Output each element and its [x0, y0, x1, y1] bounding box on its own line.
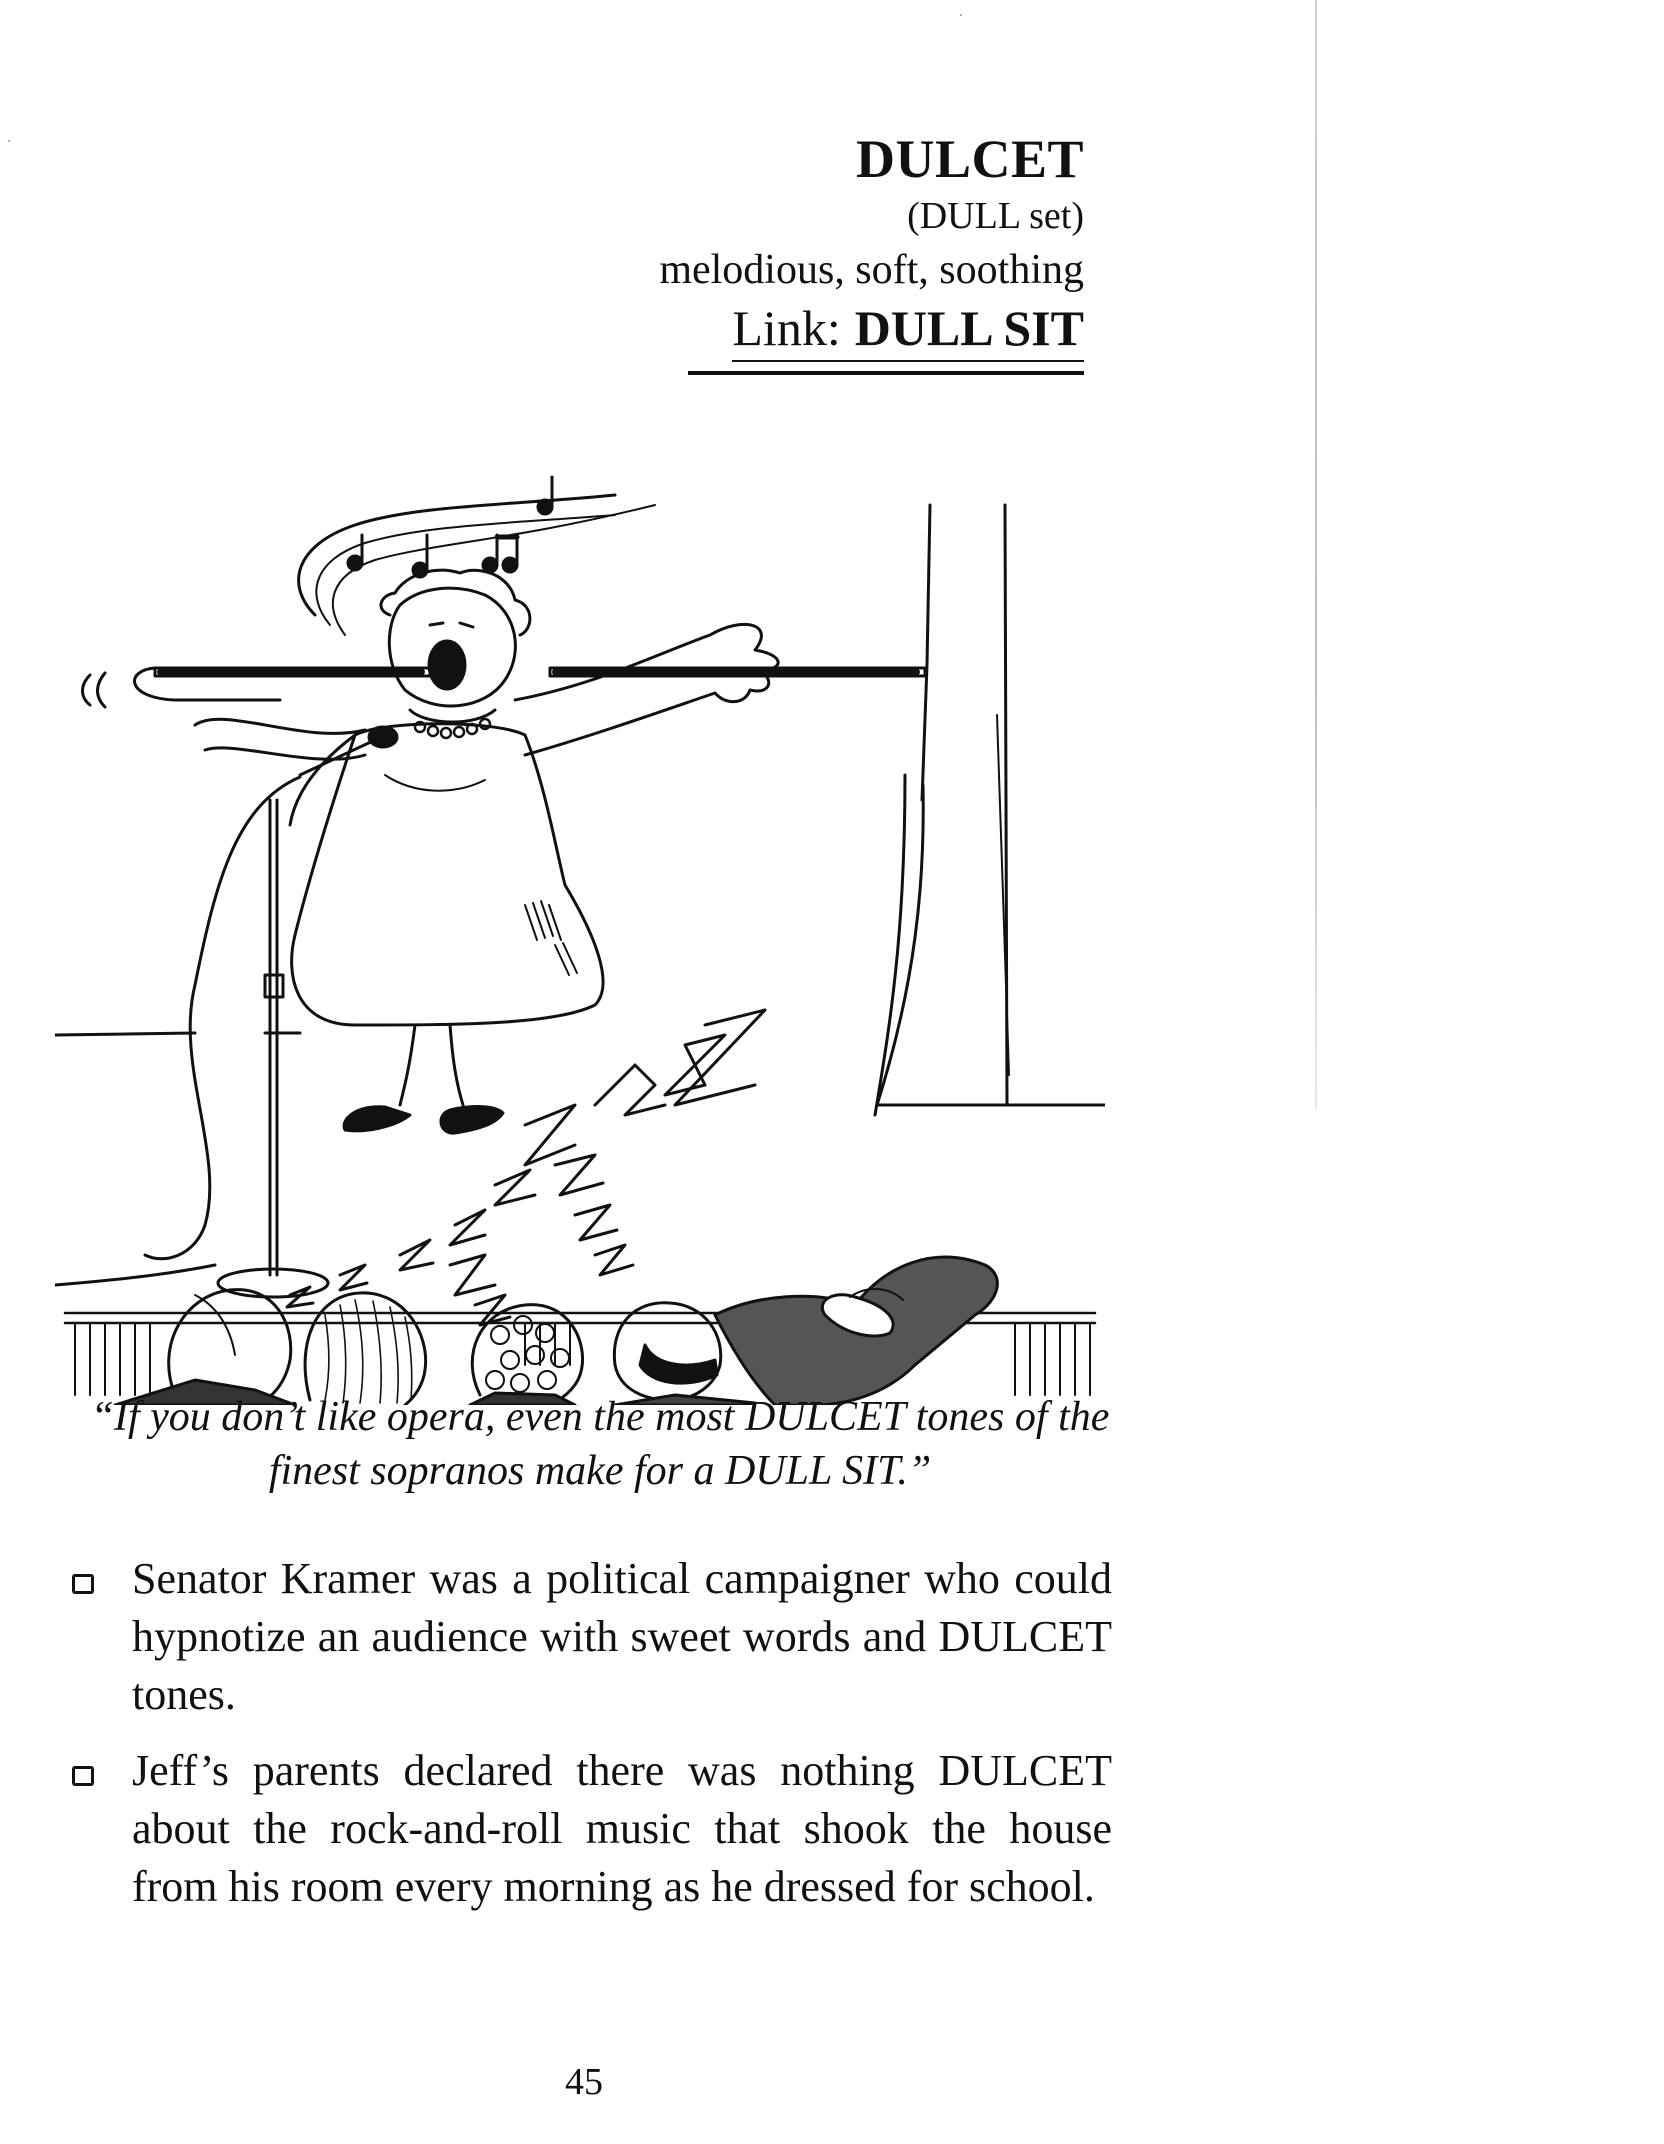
entry-word: DULCET	[855, 129, 1084, 189]
checkbox-icon[interactable]	[72, 1574, 94, 1594]
stage-floor	[55, 1033, 300, 1285]
stage-curtain	[875, 505, 1105, 1115]
entry-link	[732, 298, 1084, 362]
example-text: Jeff’s parents declared there was nothing DULCET about the rock-and-roll music that shook the house from his room every morning as he dressed for school.	[132, 1746, 1112, 1911]
microphone-stand	[145, 727, 397, 1297]
scan-page-edge	[1315, 0, 1317, 1110]
page-number: 45	[565, 2061, 603, 2103]
illustration-caption: “If you don’t like opera, even the most DULCET tones of the finest sopranos make for a DULL SIT.”	[90, 1394, 1110, 1494]
checkbox-icon[interactable]	[72, 1766, 94, 1786]
link-label: Link:	[732, 300, 841, 356]
example-text: Senator Kramer was a political campaigner who could hypnotize an audience with sweet words and DULCET tones.	[132, 1554, 1112, 1719]
scan-speck	[960, 14, 962, 16]
music-notes	[299, 477, 655, 635]
link-underline-rule	[688, 371, 1084, 375]
snore-zs	[287, 1010, 765, 1325]
scan-speck	[8, 140, 10, 142]
example-sentences	[72, 1550, 1112, 1934]
entry-definition: melodious, soft, soothing	[659, 247, 1084, 293]
entry-pronunciation: (DULL set)	[907, 195, 1084, 237]
example-item	[72, 1550, 1112, 1724]
audience-heads	[115, 1257, 997, 1405]
link-value: DULL SIT	[854, 300, 1084, 356]
stage-rail	[83, 668, 926, 707]
entry-heading	[659, 128, 1084, 362]
example-item	[72, 1742, 1112, 1916]
cartoon-illustration	[55, 465, 1105, 1405]
opera-singer	[195, 570, 778, 1133]
